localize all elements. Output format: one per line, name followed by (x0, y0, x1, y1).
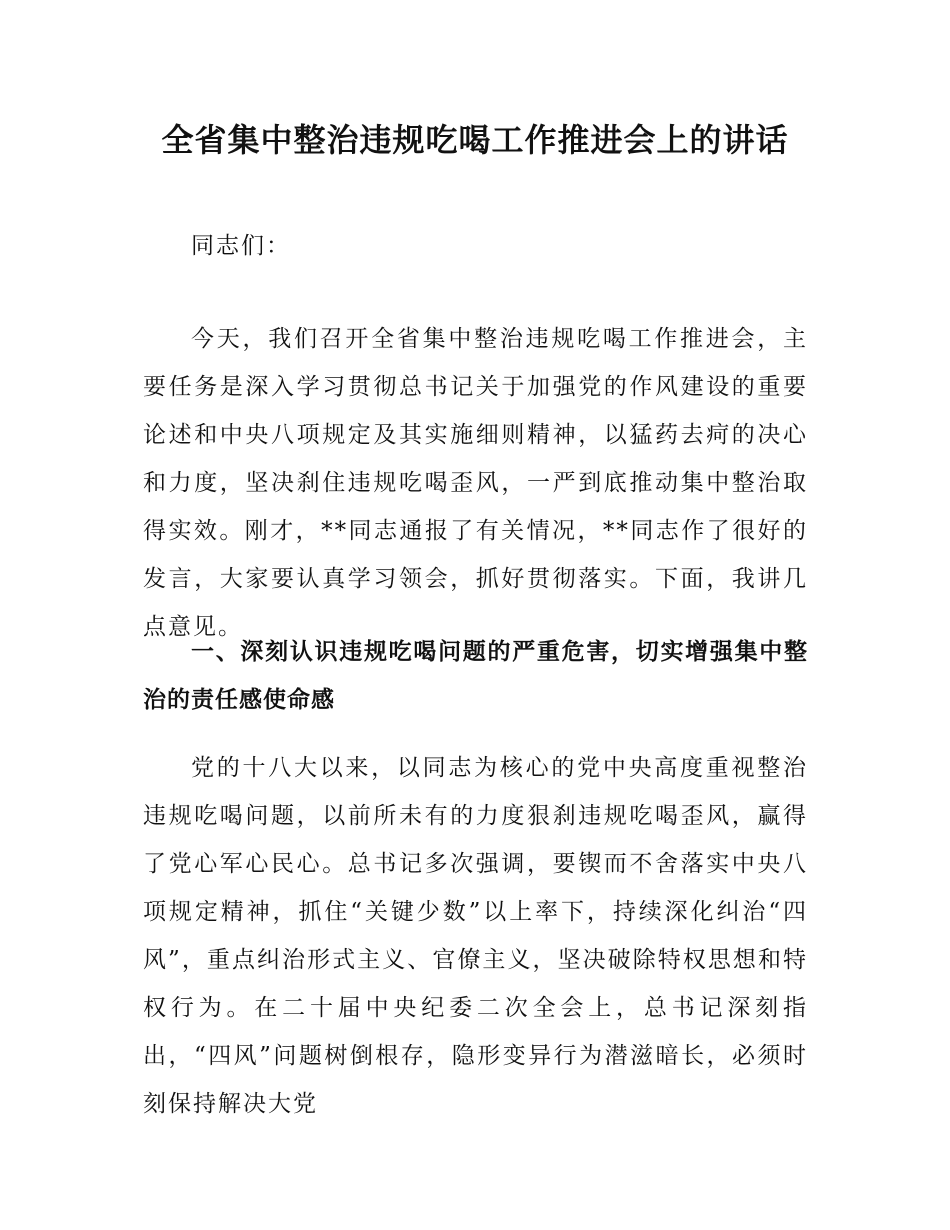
section-1-paragraph: 党的十八大以来，以同志为核心的党中央高度重视整治违规吃喝问题，以前所未有的力度狠刹违规吃喝歪风，赢得了党心军心民心。总书记多次强调，要锲而不舍落实中央八项规定精神，抓住“关键少数”以上率下，持续深化纠治“四风”，重点纠治形式主义、官僚主义，坚决破除特权思想和特权行为。在二十届中央纪委二次全会上，总书记深刻指出，“四风”问题树倒根存，隐形变异行为潜滋暗长，必须时刻保持解决大党 (143, 755, 808, 1117)
salutation: 同志们： (191, 233, 291, 259)
document-title: 全省集中整治违规吃喝工作推进会上的讲话 (161, 121, 789, 159)
section-heading-1: 一、深刻认识违规吃喝问题的严重危害，切实增强集中整治的责任感使命感 (143, 639, 808, 713)
opening-paragraph: 今天，我们召开全省集中整治违规吃喝工作推进会，主要任务是深入学习贯彻总书记关于加强党的作风建设的重要论述和中央八项规定及其实施细则精神，以猛药去疴的决心和力度，坚决刹住违规吃喝歪风，一严到底推动集中整治取得实效。刚才，**同志通报了有关情况，**同志作了很好的发言，大家要认真学习领会，抓好贯彻落实。下面，我讲几点意见。 (143, 326, 808, 640)
